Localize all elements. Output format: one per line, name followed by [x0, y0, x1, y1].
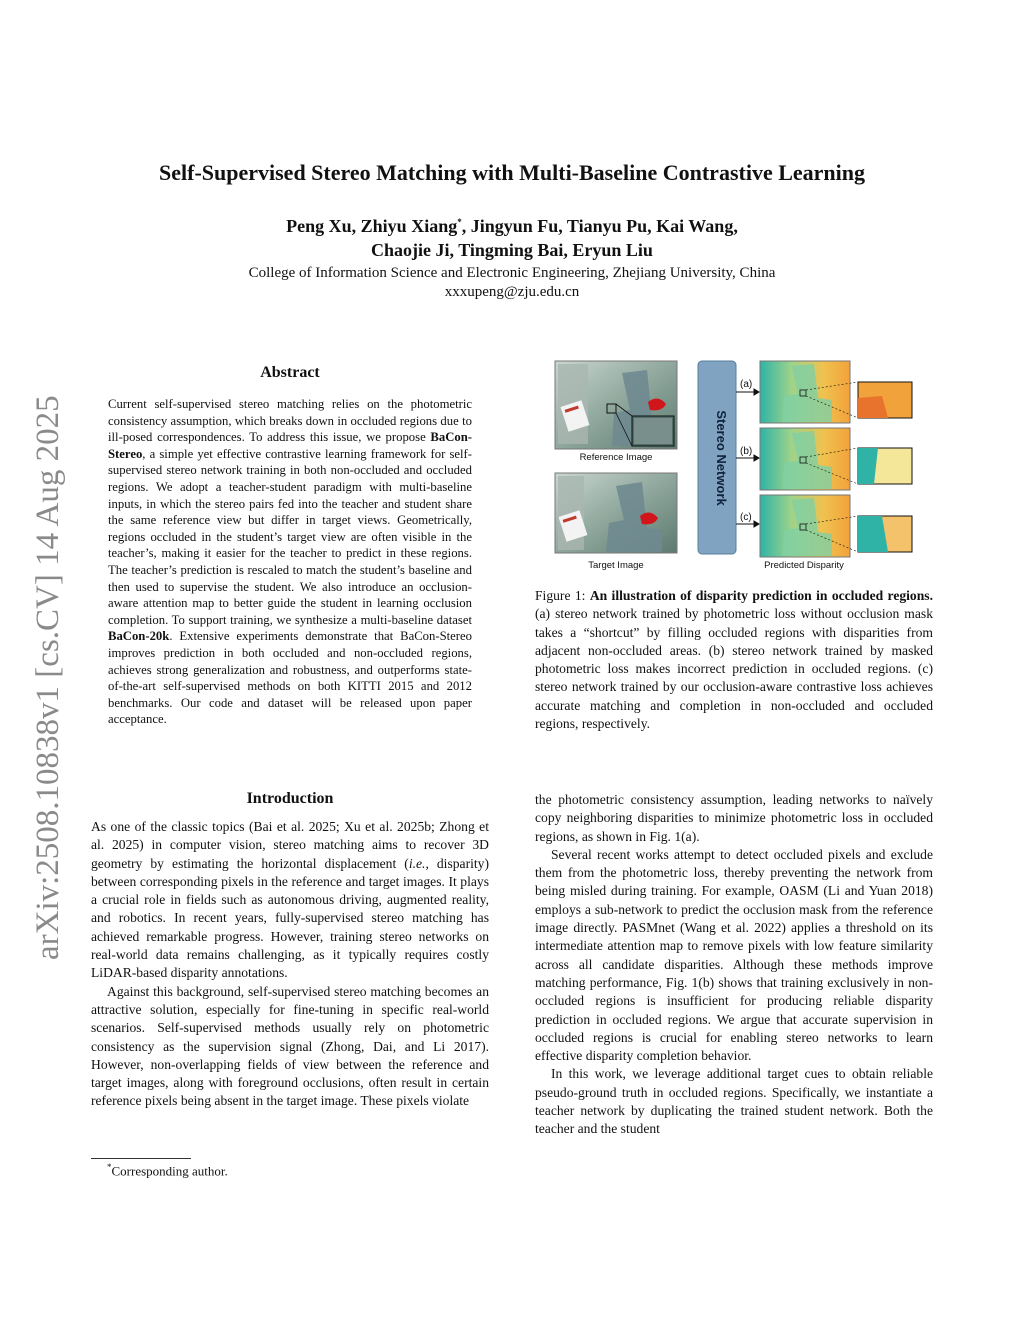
figure-1-caption: [535, 587, 933, 733]
tag-c: (c): [740, 512, 752, 523]
email: xxxupeng@zju.edu.cn: [444, 284, 580, 300]
authors-line-2: Chaojie Ji, Tingming Bai, Eryun Liu: [371, 240, 653, 260]
intro-p1-ie: i.e.: [408, 855, 426, 871]
caption-text: (a) stereo network trained by photometric loss without occlusion mask takes a “shortcut” by filling occluded regions with disparities from adjacent non-occluded areas. (b) stereo network trained by masked photometric loss makes incorrect prediction in occluded regions. (c) stereo network trained by our occlusion-aware contrastive loss achieves accurate matching and completion in non-occluded and occluded regions, respectively.: [535, 606, 933, 732]
caption-prefix: Figure 1:: [535, 588, 590, 603]
disparity-map-a: [760, 361, 912, 423]
target-image-label: Target Image: [588, 560, 644, 571]
intro-paragraph-1: [91, 818, 489, 983]
reference-image-label: Reference Image: [579, 452, 653, 463]
figure-1: [552, 358, 922, 576]
intro-paragraph-2: Against this background, self-supervised stereo matching becomes an attractive solution, especially for fine-tuning in specific real-world scenarios. Self-supervised methods usually rely on photometric consistency as the supervision signal (Zhong, Dai, and Li 2017). However, non-overlapping fields of view between the reference and target images, along with foreground occlusions, often result in certain reference pixels being absent in the target image. These pixels violate: [91, 983, 489, 1109]
stereo-network-label: Stereo Network: [714, 410, 729, 506]
author-list: [0, 210, 1024, 262]
intro-p1-a: As one of the classic topics (Bai et al. 2025; Xu et al. 2025b; Zhong et al. 2025) in computer vision, stereo matching aims to recover 3D geometry by estimating the horizontal displacement (: [91, 819, 489, 871]
abstract-heading: Abstract: [260, 364, 320, 381]
intro-paragraph-3: the photometric consistency assumption, leading networks to naïvely copy neighboring disparities to minimize photometric loss in occluded regions, as shown in Fig. 1(a).: [535, 792, 933, 844]
introduction-heading: Introduction: [246, 790, 334, 807]
abstract-body: [108, 396, 472, 728]
affiliation: College of Information Science and Electronic Engineering, Zhejiang University, China: [248, 265, 776, 281]
caption-bold: An illustration of disparity prediction in occluded regions.: [589, 588, 933, 603]
intro-left-column: [91, 818, 489, 1111]
stereo-network-block: [698, 361, 736, 554]
predicted-disparity-label: Predicted Disparity: [764, 560, 844, 571]
arxiv-sidebar-id: arXiv:2508.10838v1 [cs.CV] 14 Aug 2025: [30, 395, 66, 960]
disparity-map-b: [760, 428, 912, 490]
figure-1-graphic: [552, 358, 922, 576]
intro-paragraph-5: In this work, we leverage additional target cues to obtain reliable pseudo-ground truth in occluded regions. Specifically, we instantiate a teacher network by duplicating the trained student network. Both the teacher and the student: [535, 1066, 933, 1137]
method-name: BaCon-Stereo: [108, 430, 472, 461]
abstract-text-2: , a simple yet effective contrastive learning framework for self-supervised stereo network training in both non-occluded and occluded regions. We adopt a teacher-student paradigm with multi-baseline inputs, in which the stereo pairs fed into the teacher and student share the same reference view but differ in target views. Geometrically, regions occluded in the student’s target view are often visible in the teacher’s, making it easier for the teacher to predict in these regions. The teacher’s prediction is rescaled to match the student’s baseline and then used to supervise the student. We also introduce an occlusion-aware attention map to better guide the student in learning occlusion completion. To support training, we synthesize a multi-baseline dataset: [108, 446, 472, 627]
abstract-text-3: . Extensive experiments demonstrate that BaCon-Stereo improves prediction in both occluded and non-occluded regions, achieves strong generalization and robustness, and outperforms state-of-the-art self-supervised methods on both KITTI 2015 and 2012 benchmarks. Our code and dataset will be released upon paper acceptance.: [108, 629, 472, 727]
intro-paragraph-4: Several recent works attempt to detect occluded pixels and exclude them from the photometric loss, thereby preventing the network from being misled during training. For example, OASM (Li and Yuan 2018) employs a sub-network to predict the occlusion mask from the reference image directly. PASMnet (Wang et al. 2022) applies a threshold on its intermediate attention map to remove pixels with low feature similarity across all candidate disparities. Although these methods improve matching performance, Fig. 1(b) shows that training exclusively in non-occluded regions is insufficient for producing reliable disparity prediction in occluded regions. We argue that accurate supervision in occluded regions is crucial for enabling stereo networks to learn effective disparity completion behavior.: [535, 846, 933, 1064]
tag-b: (b): [740, 446, 753, 457]
footnote-mark: *: [107, 1162, 112, 1172]
target-image: [555, 473, 677, 553]
footnote-text: Corresponding author.: [111, 1163, 228, 1179]
authors-line-1: Peng Xu, Zhiyu Xiang*, Jingyun Fu, Tianyu Pu, Kai Wang,: [286, 216, 738, 236]
reference-image: [555, 361, 677, 449]
affiliation-block: [0, 264, 1024, 302]
disparity-map-c: [760, 495, 912, 557]
dataset-name: BaCon-20k: [108, 629, 170, 644]
intro-p1-b: , disparity) between corresponding pixels in the reference and target images. It plays a crucial role in fields such as autonomous driving, augmented reality, and robotics. In recent years, fully-supervised stereo matching has achieved remarkable progress. However, training stereo networks on real-world data remains challenging, as it typically requires costly LiDAR-based disparity annotations.: [91, 855, 489, 981]
footnote-rule: [91, 1158, 191, 1159]
paper-title: Self-Supervised Stereo Matching with Multi-Baseline Contrastive Learning: [159, 160, 865, 185]
intro-right-column: [535, 791, 933, 1139]
footnote: [107, 1162, 228, 1179]
tag-a: (a): [740, 379, 753, 390]
abstract-text-1: Current self-supervised stereo matching relies on the photometric consistency assumption, which breaks down in occluded regions due to ill-posed correspondences. To address this issue, we propose: [108, 397, 472, 445]
